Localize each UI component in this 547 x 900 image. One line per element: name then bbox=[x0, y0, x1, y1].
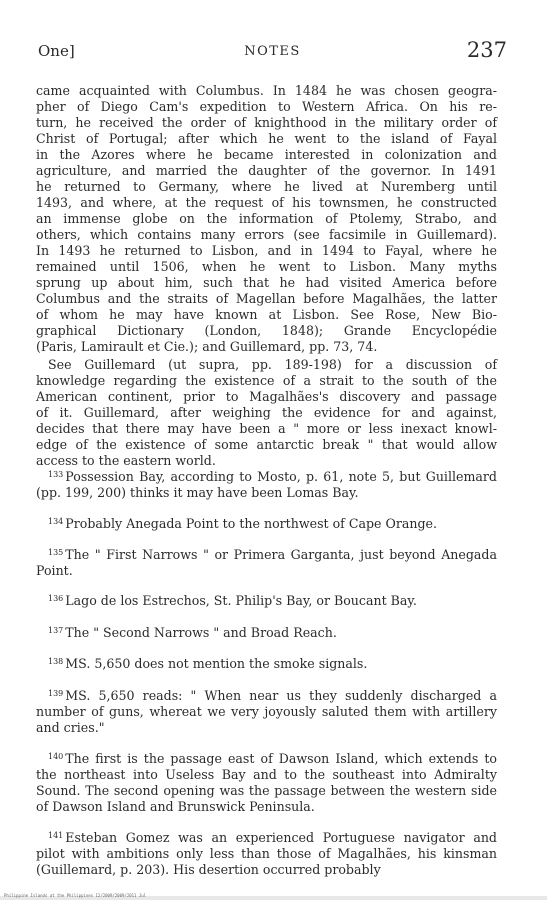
text-line: Columbus and the straits of Magellan before Magalhães, the latter bbox=[36, 291, 497, 306]
footnote-137 bbox=[36, 623, 497, 641]
footnote-number: 141 bbox=[48, 831, 64, 840]
footnote-number: 139 bbox=[48, 689, 64, 698]
text-line: decides that there may have been a " more or less inexact knowl- bbox=[36, 421, 497, 436]
footnote-139 bbox=[36, 686, 497, 736]
text-line: remained until 1506, when he went to Lisbon. Many myths bbox=[36, 259, 497, 274]
text-line: an immense globe on the information of Ptolemy, Strabo, and bbox=[36, 211, 497, 226]
text-line: graphical Dictionary (London, 1848); Grande Encyclopédie bbox=[36, 323, 497, 338]
footnote-number: 140 bbox=[48, 752, 64, 761]
text-line: agriculture, and married the daughter of the governor. In 1491 bbox=[36, 163, 497, 178]
text-line: turn, he received the order of knighthood in the military order of bbox=[36, 115, 497, 130]
footnote-number: 138 bbox=[48, 657, 64, 666]
text-line: of whom he may have known at Lisbon. See Rose, New Bio- bbox=[36, 307, 497, 322]
footnote-text: Lago de los Estrechos, St. Philip's Bay, or Boucant Bay. bbox=[65, 593, 417, 608]
footnote-text: Esteban Gomez was an experienced Portuguese navigator and pilot with ambitions only less than those of Magalhães, his kinsman (Guillemard, p. 203). His desertion occurred probably bbox=[36, 830, 497, 877]
footnote-text: The " Second Narrows " and Broad Reach. bbox=[65, 625, 337, 640]
text-line: he returned to Germany, where he lived at Nuremberg until bbox=[36, 179, 497, 194]
text-line: in the Azores where he became interested in colonization and bbox=[36, 147, 497, 162]
text-line: knowledge regarding the existence of a strait to the south of the bbox=[36, 373, 497, 388]
footnote-136 bbox=[36, 591, 497, 609]
page-number: 237 bbox=[466, 38, 507, 62]
text-line: American continent, prior to Magalhães's discovery and passage bbox=[36, 389, 497, 404]
footnote-text: Possession Bay, according to Mosto, p. 61, note 5, but Guillemard (pp. 199, 200) thinks it may have been Lomas Bay. bbox=[36, 469, 497, 500]
footnote-number: 136 bbox=[48, 594, 64, 603]
footnote-text: Probably Anegada Point to the northwest of Cape Orange. bbox=[65, 516, 437, 531]
text-line: of it. Guillemard, after weighing the evidence for and against, bbox=[36, 405, 497, 420]
footnote-text: The " First Narrows " or Primera Garganta, just beyond Anegada Point. bbox=[36, 547, 497, 578]
footnote-number: 134 bbox=[48, 517, 64, 526]
text-line: came acquainted with Columbus. In 1484 he was chosen geogra- bbox=[36, 83, 497, 98]
page-header bbox=[38, 38, 507, 64]
text-line: (Paris, Lamirault et Cie.); and Guillemard, pp. 73, 74. bbox=[36, 339, 378, 354]
footnote-135 bbox=[36, 545, 497, 579]
footnote-text: MS. 5,650 does not mention the smoke signals. bbox=[65, 656, 368, 671]
footnote-text: MS. 5,650 reads: " When near us they suddenly discharged a number of guns, whereat we very joyously saluted them with artillery and cries." bbox=[36, 688, 497, 735]
footnote-133 bbox=[36, 467, 497, 501]
paragraph-2 bbox=[36, 357, 497, 469]
text-line: In 1493 he returned to Lisbon, and in 1494 to Fayal, where he bbox=[36, 243, 497, 258]
scan-footer-mark: Philippine Islands at the Philippines 12/2009/2009/2011 Jul bbox=[4, 893, 147, 898]
footnote-138 bbox=[36, 654, 497, 672]
footnote-140 bbox=[36, 749, 497, 815]
text-line: edge of the existence of some antarctic break " that would allow bbox=[36, 437, 497, 452]
footnote-text: The first is the passage east of Dawson Island, which extends to the northeast into Useless Bay and to the southeast into Admiralty Sound. The second opening was the passage between the western side of Dawson Island and Brunswick Peninsula. bbox=[36, 751, 497, 814]
text-line: 1493, and where, at the request of his townsmen, he constructed bbox=[36, 195, 497, 210]
text-line: pher of Diego Cam's expedition to Western Africa. On his re- bbox=[36, 99, 497, 114]
footnote-number: 137 bbox=[48, 626, 64, 635]
paragraph-1 bbox=[36, 83, 497, 355]
text-line: access to the eastern world. bbox=[36, 453, 216, 468]
chapter-marker: One] bbox=[38, 42, 75, 60]
footnote-number: 133 bbox=[48, 470, 64, 479]
running-title: NOTES bbox=[244, 44, 301, 59]
text-line: sprung up about him, such that he had visited America before bbox=[36, 275, 497, 290]
text-line: others, which contains many errors (see facsimile in Guillemard). bbox=[36, 227, 497, 242]
footnote-134 bbox=[36, 514, 497, 532]
text-line: Christ of Portugal; after which he went to the island of Fayal bbox=[36, 131, 497, 146]
footnote-number: 135 bbox=[48, 548, 64, 557]
footnote-141 bbox=[36, 828, 497, 878]
text-line: See Guillemard (ut supra, pp. 189-198) for a discussion of bbox=[48, 357, 497, 372]
